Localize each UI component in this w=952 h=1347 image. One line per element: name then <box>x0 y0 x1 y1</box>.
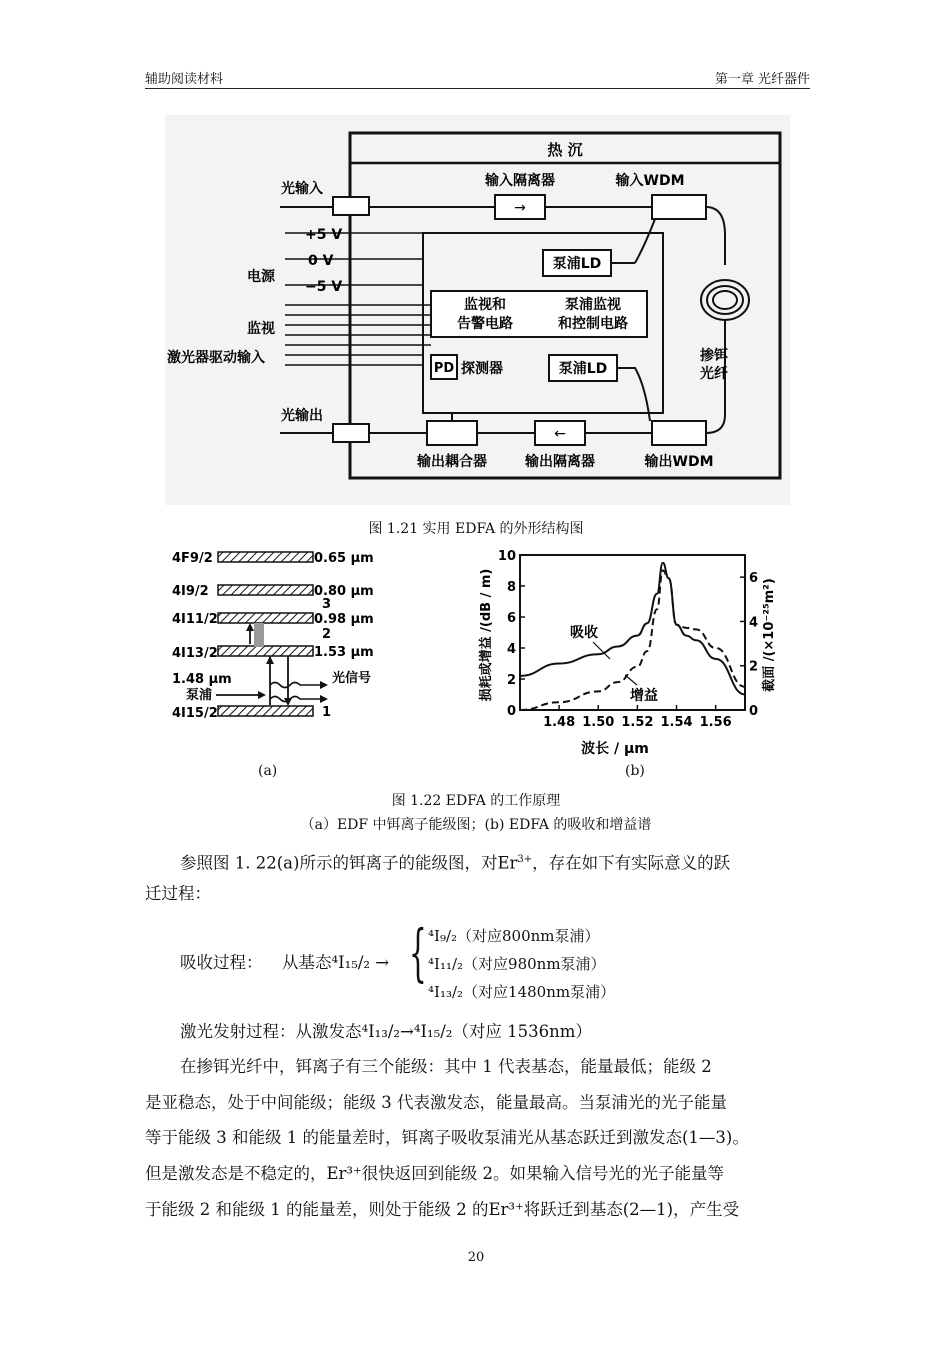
y-tick-label: 0 <box>506 704 516 719</box>
output-coupler-label: 输出耦合器 <box>417 454 487 470</box>
pump-ctrl-label-2: 和控制电路 <box>558 316 628 332</box>
paragraph-1-line-1: 参照图 1. 22(a)所示的铒离子的能级图，对$Er^{3+}$，存在如下有实际意义的跃 <box>180 853 731 873</box>
y-tick-label: 2 <box>506 673 516 688</box>
level-4i132-value: 1.53 μm <box>314 645 374 660</box>
paragraph-2-line-4: 但是激发态是不稳定的，Er³⁺很快返回到能级 2。如果输入信号光的光子能量等 <box>145 1164 724 1183</box>
level-4i92-name: 4I9/2 <box>172 584 209 599</box>
absorb-item-1480: ⁴I₁₃/₂（对应1480nm泵浦） <box>428 983 616 1001</box>
paragraph-2-line-1: 在掺铒光纤中，铒离子有三个能级：其中 1 代表基态，能量最低；能级 2 <box>180 1057 712 1076</box>
absorption-gain-chart <box>475 545 785 760</box>
svg-text:←: ← <box>554 426 566 442</box>
x-tick-label: 1.56 <box>699 715 732 730</box>
plot-frame <box>520 555 745 710</box>
fig122-caption: 图 1.22 EDFA 的工作原理 <box>391 793 561 809</box>
y-tick-label: 10 <box>497 549 516 564</box>
absorb-label: 吸收过程： <box>180 953 263 972</box>
output-wdm-label: 输出WDM <box>644 454 714 470</box>
absorb-from: 从基态⁴I₁₅/₂ → <box>282 953 390 972</box>
y2-tick-label: 4 <box>749 615 759 631</box>
y2-tick-label: 2 <box>749 659 759 675</box>
y-tick-label: 6 <box>506 611 516 626</box>
input-wdm-label: 输入WDM <box>615 173 685 189</box>
level-4i92-value: 0.80 μm <box>314 584 374 599</box>
fig122a-label: (a) <box>258 763 278 779</box>
zero-label: 0 V <box>308 253 334 269</box>
pump-ld-bottom-label: 泵浦LD <box>558 361 608 377</box>
level-num-1: 1 <box>322 705 332 720</box>
pd-label: PD <box>433 361 455 376</box>
pump-wavelength-label: 1.48 μm <box>172 672 232 687</box>
header-left: 辅助阅读材料 <box>145 72 224 87</box>
light-in-label: 光输入 <box>281 181 323 197</box>
energy-level-diagram <box>170 545 400 720</box>
x-axis-label: 波长 / μm <box>581 741 649 757</box>
level-num-3: 3 <box>322 597 332 612</box>
y2-tick-label: 6 <box>749 571 759 587</box>
level-4f92-name: 4F9/2 <box>172 551 213 566</box>
level-4i132-name: 4I13/2 <box>172 646 218 661</box>
header-rule <box>145 88 810 89</box>
level-4i112-value: 0.98 μm <box>314 612 374 627</box>
laser-drive-label: 激光器驱动输入 <box>167 350 265 366</box>
absorption-series-label: 吸收 <box>570 625 598 641</box>
pump-label: 泵浦 <box>186 688 213 703</box>
power-label: 电源 <box>247 269 275 285</box>
y-tick-label: 8 <box>506 580 516 595</box>
paragraph-1-line-2: 迁过程： <box>145 884 211 903</box>
minus5-label: −5 V <box>305 279 343 295</box>
monitor-alarm-label-1: 监视和 <box>464 297 506 313</box>
x-tick-label: 1.52 <box>621 715 654 730</box>
svg-text:→: → <box>514 200 526 216</box>
monitor-alarm-label-2: 告警电路 <box>457 316 513 332</box>
page-number: 20 <box>467 1250 485 1265</box>
fig122-subcaption: （a）EDF 中铒离子能级图；(b) EDFA 的吸收和增益谱 <box>300 817 652 833</box>
heat-sink-label: 热 沉 <box>547 141 583 159</box>
edfa-structure-diagram <box>165 115 790 505</box>
input-isolator-label: 输入隔离器 <box>485 173 555 189</box>
level-4f92-value: 0.65 μm <box>314 551 374 566</box>
header-right: 第一章 光纤器件 <box>714 72 810 87</box>
brace: { <box>409 916 427 989</box>
absorb-item-800: ⁴I₉/₂（对应800nm泵浦） <box>428 927 600 945</box>
light-out-label: 光输出 <box>281 408 323 424</box>
laser-emission-line: 激光发射过程：从激发态⁴I₁₃/₂→⁴I₁₅/₂（对应 1536nm） <box>180 1022 592 1041</box>
level-4i112-name: 4I11/2 <box>172 612 218 627</box>
x-tick-label: 1.54 <box>660 715 693 730</box>
y2-tick-label: 0 <box>749 704 759 719</box>
y-axis-label: 损耗或增益 /(dB / m) <box>479 568 494 702</box>
x-tick-label: 1.50 <box>582 715 615 730</box>
fig121-caption: 图 1.21 实用 EDFA 的外形结构图 <box>368 521 584 537</box>
monitor-label: 监视 <box>247 321 275 337</box>
plus5-label: +5 V <box>305 227 343 243</box>
gain-series-label: 增益 <box>630 688 658 704</box>
doped-fiber-label-1: 掺铒 <box>700 348 728 364</box>
paragraph-2-line-5: 于能级 2 和能级 1 的能量差，则处于能级 2 的Er³⁺将跃迁到基态(2—1)，产生受 <box>145 1200 740 1219</box>
pump-ctrl-label-1: 泵浦监视 <box>565 297 621 313</box>
level-num-2: 2 <box>322 627 332 642</box>
y2-axis-label: 截面 /(×10⁻²⁵m²) <box>762 578 777 692</box>
x-tick-label: 1.48 <box>543 715 576 730</box>
level-4i152-name: 4I15/2 <box>172 706 218 720</box>
signal-label: 光信号 <box>332 671 372 686</box>
fig122b-label: (b) <box>625 763 645 779</box>
pump-ld-top-label: 泵浦LD <box>552 256 602 272</box>
y-tick-label: 4 <box>506 642 516 657</box>
output-isolator-label: 输出隔离器 <box>525 454 595 470</box>
paragraph-2-line-2: 是亚稳态，处于中间能级；能级 3 代表激发态，能量最高。当泵浦光的光子能量 <box>145 1093 727 1112</box>
doped-fiber-label-2: 光纤 <box>700 366 728 382</box>
absorb-list <box>428 922 615 1006</box>
detector-label: 探测器 <box>461 361 503 377</box>
absorption-curve <box>520 563 745 695</box>
paragraph-2-line-3: 等于能级 3 和能级 1 的能量差时，铒离子吸收泵浦光从基态跃迁到激发态(1—3)。 <box>145 1128 749 1147</box>
absorb-item-980: ⁴I₁₁/₂（对应980nm泵浦） <box>428 955 606 973</box>
